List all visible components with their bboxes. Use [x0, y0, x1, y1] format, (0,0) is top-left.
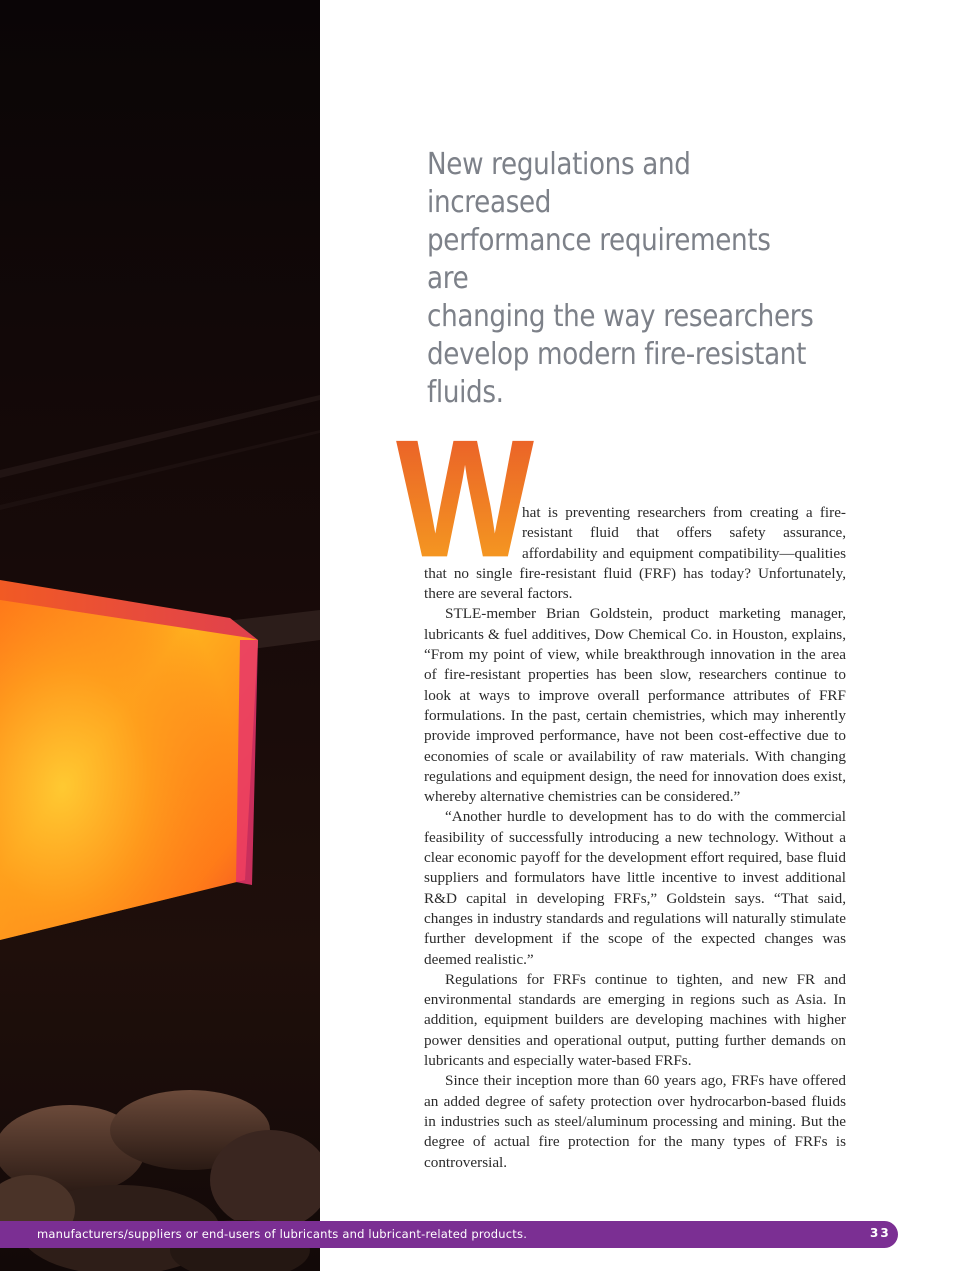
paragraph: Since their inception more than 60 years ago, FRFs have offered an added degree of safety protection over hydrocarbon-based fluids in industries such as steel/aluminum processing and mining. But the degree of actual fire protection for the many types of FRFs is controversial. — [424, 1072, 846, 1171]
paragraph: Regulations for FRFs continue to tighten, and new FR and environmental standards are emerging in regions such as Asia. In addition, equipment builders are developing machines with higher power densities and operational output, putting further demands on lubricants and especially water-based FRFs. — [424, 970, 846, 1070]
paragraph: STLE-member Brian Goldstein, product marketing manager, lubricants & fuel additives, Dow Chemical Co. in Houston, explains, “From my point of view, while breakthrough innovation in the area of fire-resistant properties has been slow, researchers continue to look at ways to improve overall performance attributes of FRF formulations. In the past, certain chemistries, which may inherently provide improved performance, have not been cost-effective due to economies of scale or availability of raw materials. With changing regulations and equipment design, the need for innovation does exist, whereby alternative chemistries can be considered.” — [424, 605, 846, 806]
deck-headline: New regulations and increased performance requirements are changing the way researchers develop modern fire-resistant fluids. — [427, 147, 814, 410]
footer-text: manufacturers/suppliers or end-users of lubricants and lubricant-related products. — [37, 1227, 528, 1241]
article-body — [424, 503, 846, 1173]
drop-cap-letter: W — [396, 405, 535, 566]
paragraph: “Another hurdle to development has to do with the commercial feasibility of successfully introducing a new technology. Without a clear economic payoff for the development effort required, base fluid suppliers and formulators have little incentive to invest additional R&D capital in developing FRFs,” Goldstein says. “That said, changes in industry standards and regulations will naturally stimulate further development if the scope of the expected changes was deemed realistic.” — [424, 808, 846, 968]
page-number: 33 — [870, 1226, 891, 1240]
hot-metal-photo — [0, 0, 320, 1271]
paragraph: hat is preventing researchers from creating a fire-resistant fluid that offers safety assurance, affordability and equipment compatibility—qualities that no single fire-resistant fluid (FRF) has today? Unfortunately, there are several factors. — [424, 504, 846, 603]
